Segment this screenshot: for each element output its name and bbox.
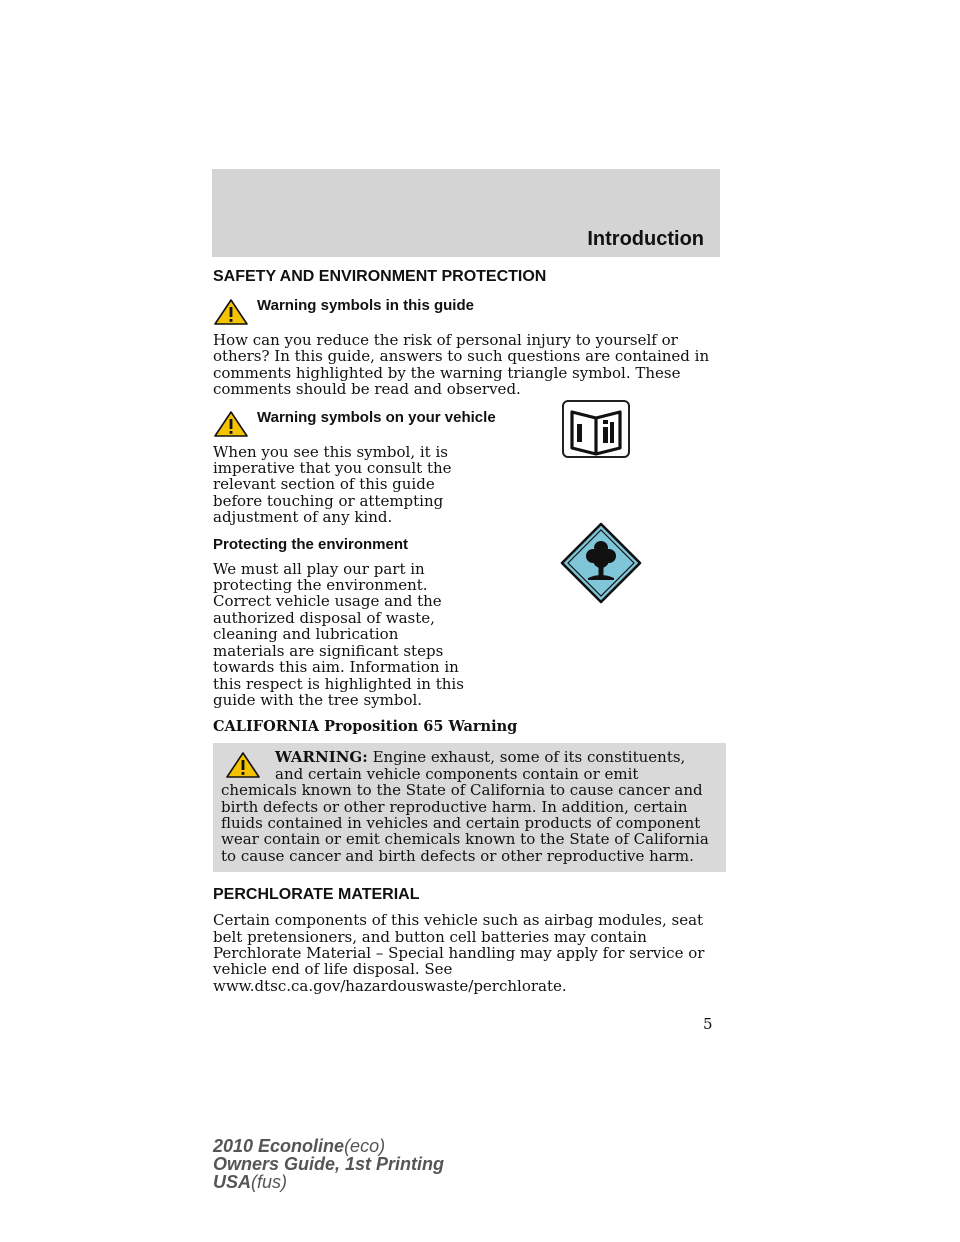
- warning-triangle-icon: [213, 298, 249, 326]
- tree-icon: [560, 522, 642, 604]
- footer-model-code: (eco): [344, 1136, 386, 1156]
- owner-guide-book-icon: [562, 400, 630, 458]
- vehicle-symbols-heading: Warning symbols on your vehicle: [257, 408, 496, 426]
- page-content: [213, 268, 723, 1004]
- guide-symbols-text: How can you reduce the risk of personal injury to yourself or others? In this guide, answers to such questions are contained in comments highlighted by the warning triangle symbol. These comments should be read and observed.: [213, 331, 710, 399]
- footer-line-model: [213, 1137, 444, 1155]
- warning-triangle-icon: [213, 410, 249, 438]
- environment-text-content: We must all play our part in protecting the environment. Correct vehicle usage and the authorized disposal of waste, cleaning and lubrication materials are significant steps towards this aim. Information in this respect is highlighted in this guide with the tree symbol.: [213, 559, 464, 709]
- page-number: 5: [703, 1015, 713, 1033]
- vehicle-symbols-text: When you see this symbol, it is imperative that you consult the relevant section of this guide before touching or attempting adjustment of any kind.: [213, 442, 452, 527]
- perchlorate-heading: PERCHLORATE MATERIAL: [213, 886, 420, 904]
- perchlorate-text: Certain components of this vehicle such as airbag modules, seat belt pretensioners, and button cell batteries may contain Perchlorate Material – Special handling may apply for service or vehicle end of life disposal. See www.dtsc.ca.gov/hazardouswaste/perchlorate.: [213, 911, 705, 995]
- vehicle-symbols-header: [213, 408, 723, 438]
- footer-model: 2010 Econoline: [213, 1136, 345, 1156]
- footer-region-code: (fus): [251, 1172, 288, 1192]
- section-title: Introduction: [587, 228, 704, 250]
- warning-triangle-icon: [225, 751, 261, 779]
- guide-symbols-heading: Warning symbols in this guide: [257, 297, 474, 314]
- prop65-warning-text: [221, 749, 718, 864]
- footer-region: USA: [213, 1172, 252, 1192]
- safety-heading: SAFETY AND ENVIRONMENT PROTECTION: [213, 268, 547, 285]
- header-band: [212, 169, 720, 257]
- environment-text: [213, 561, 723, 709]
- warning-label: WARNING:: [275, 748, 368, 767]
- prop65-warning-body: Engine exhaust, some of its constituents, and certain vehicle components contain or emit chemicals known to the State of California to cause cancer and birth defects or other reproductive harm. In addition, certain fluids contained in vehicles and certain products of component wear contain or emit chemicals known to the State of California to cause cancer and birth defects or other reproductive harm.: [221, 748, 709, 865]
- environment-heading: Protecting the environment: [213, 535, 409, 553]
- prop65-warning-box: [213, 743, 726, 872]
- footer-line-region: [213, 1173, 444, 1191]
- prop65-heading: CALIFORNIA Proposition 65 Warning: [213, 718, 518, 736]
- symbols-and-environment: [213, 444, 723, 709]
- guide-symbols-header: [213, 296, 723, 326]
- footer-guide: Owners Guide, 1st Printing: [213, 1154, 445, 1174]
- footer: [213, 1137, 444, 1191]
